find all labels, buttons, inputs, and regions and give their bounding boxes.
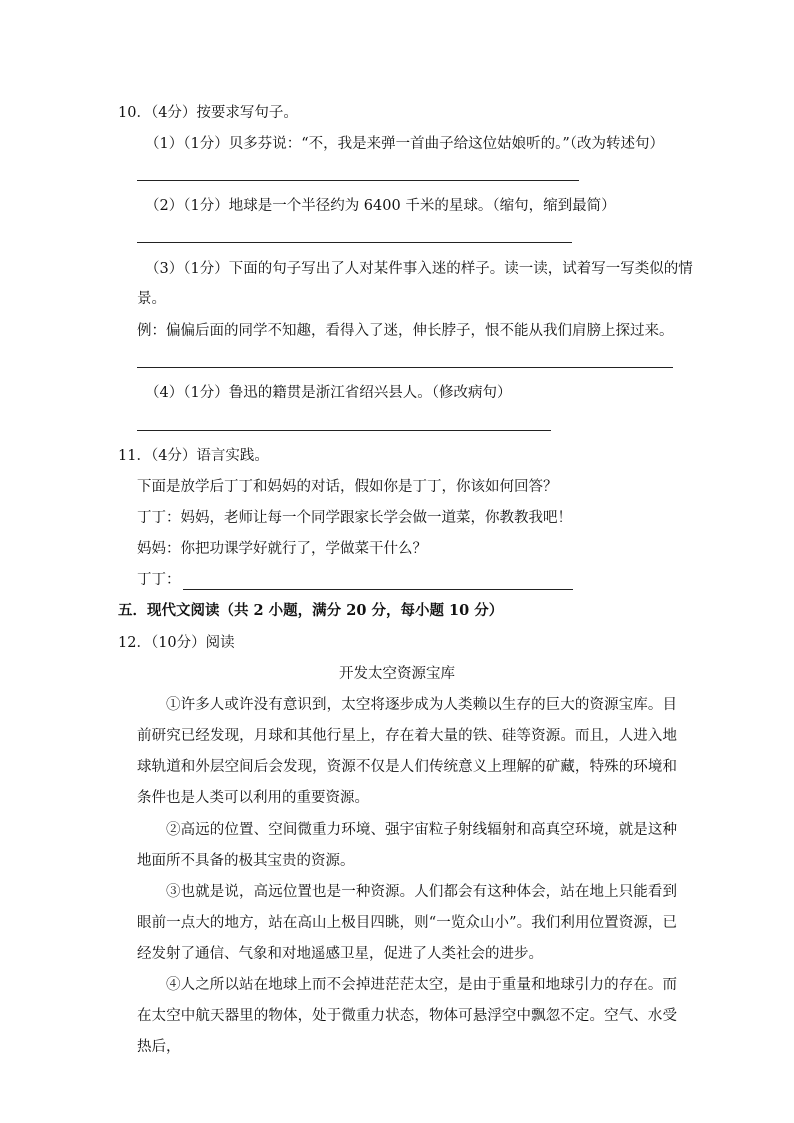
answer-line-1[interactable] — [137, 180, 579, 181]
q10-heading: 10．（4分）按要求写句子。 — [118, 105, 298, 121]
answer-line-3[interactable] — [137, 367, 673, 368]
q11-heading: 11．（4分）语言实践。 — [118, 448, 269, 464]
q11-dialogue-mama: 妈妈：你把功课学好就行了，学做菜干什么？ — [137, 541, 427, 557]
q12-heading: 12．（10分）阅读 — [118, 635, 235, 651]
q10-item-2: （2）（1分）地球是一个半径约为 6400 千米的星球。（缩句，缩到最简） — [145, 198, 616, 214]
article-paragraph-2: ②高远的位置、空间微重力环境、强宇宙粒子射线辐射和高真空环境，就是这种地面所不具备的极其宝贵的资源。 — [137, 822, 677, 869]
section5-heading: 五．现代文阅读（共 2 小题，满分 20 分，每小题 10 分） — [118, 602, 504, 619]
q10-item-1: （1）（1分）贝多芬说：“不，我是来弹一首曲子给这位姑娘听的。”（改为转述句） — [145, 136, 665, 152]
article-title: 开发太空资源宝库 — [339, 666, 455, 682]
q11-answer-label: 丁丁： — [137, 572, 181, 588]
answer-line-4[interactable] — [137, 430, 551, 431]
article-paragraph-3: ③也就是说，高远位置也是一种资源。人们都会有这种体会，站在地上只能看到眼前一点大的地方，站在高山上极目四眺，则“一览众山小”。我们利用位置资源，已经发射了通信、气象和对地遥感卫星，促进了人类社会的进步。 — [137, 884, 677, 962]
article-paragraph-4: ④人之所以站在地球上而不会掉进茫茫太空，是由于重量和地球引力的存在。而在太空中航天器里的物体，处于微重力状态，物体可悬浮空中飘忽不定。空气、水受热后， — [137, 977, 677, 1055]
q11-answer-row — [137, 570, 573, 590]
q10-item-3: （3）（1分）下面的句子写出了人对某件事入迷的样子。读一读，试着写一写类似的情 — [145, 261, 693, 277]
answer-line-2[interactable] — [137, 242, 572, 243]
article-paragraph-1: ①许多人或许没有意识到，太空将逐步成为人类赖以生存的巨大的资源宝库。目前研究已经发现，月球和其他行星上，存在着大量的铁、硅等资源。而且，人进入地球轨道和外层空间后会发现，资源不仅是人们传统意义上理解的矿藏，特殊的环境和条件也是人类可以利用的重要资源。 — [137, 697, 677, 806]
q10-example: 例：偏偏后面的同学不知趣，看得入了迷，伸长脖子，恨不能从我们肩膀上探过来。 — [137, 323, 674, 339]
q11-intro: 下面是放学后丁丁和妈妈的对话，假如你是丁丁，你该如何回答？ — [137, 479, 558, 495]
q11-dialogue-dingding: 丁丁：妈妈，老师让每一个同学跟家长学会做一道菜，你教教我吧！ — [137, 510, 572, 526]
answer-line-5[interactable] — [183, 575, 573, 590]
q10-item-3-cont: 景。 — [137, 291, 166, 307]
q10-item-4: （4）（1分）鲁迅的籍贯是浙江省绍兴县人。（修改病句） — [145, 385, 512, 401]
